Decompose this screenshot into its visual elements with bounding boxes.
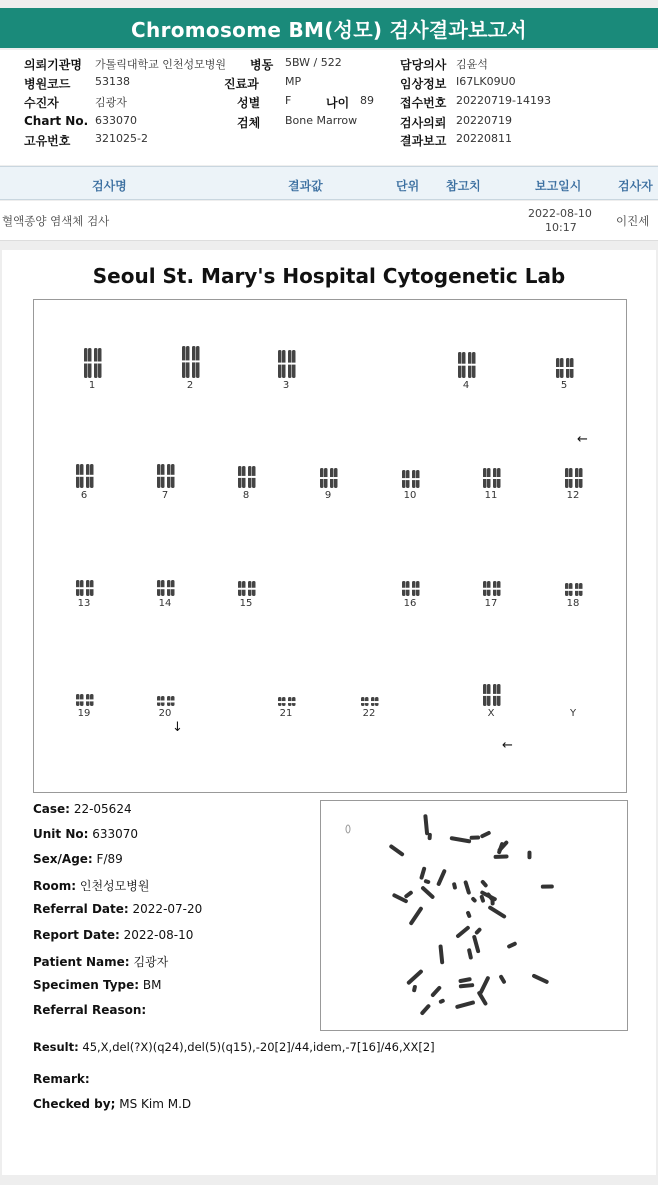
chromatid-6-1 (76, 464, 84, 488)
arrow-chr5-icon: ← (577, 432, 588, 447)
chromosome-pair-15 (216, 558, 276, 598)
result-label: Result: (33, 1040, 79, 1054)
chromatid-x-1 (483, 684, 491, 706)
chromatid-1-2 (94, 348, 102, 378)
metaphase-chromosome (403, 890, 413, 899)
chromatid-11-1 (483, 468, 491, 488)
receipt-label: 접수번호 (400, 96, 447, 110)
metaphase-chromosome (438, 944, 444, 964)
chromatid-17-2 (493, 581, 501, 596)
chromatid-22-1 (361, 697, 369, 706)
report-title-bar (0, 8, 658, 48)
centromere-band (192, 360, 200, 362)
metaphase-chromosome (428, 833, 432, 841)
chromatid-5-2 (566, 358, 574, 378)
chromosome-x (461, 668, 521, 728)
chromosome-label: 20 (158, 708, 172, 719)
metaphase-chromosome (541, 885, 554, 889)
centromere-band (483, 477, 491, 479)
chromosome-label: 13 (77, 598, 91, 609)
chromosome-label: 22 (362, 708, 376, 719)
result-report-value: 20220811 (456, 132, 512, 145)
chromosome-pair-7 (135, 450, 195, 490)
chromosome-y (543, 668, 603, 728)
centromere-band (278, 701, 286, 703)
chromatid-5-1 (556, 358, 564, 378)
chromosome-14 (135, 558, 195, 618)
age-label: 나이 (326, 96, 350, 110)
sex-label: 성별 (237, 96, 261, 110)
result-line (33, 1040, 633, 1054)
col-header-report-date[interactable]: 보고일시 (535, 179, 582, 193)
case-label: Case: (33, 802, 70, 816)
chromosome-label: 11 (484, 490, 498, 501)
chromatid-7-2 (167, 464, 175, 488)
chromosome-label: 5 (560, 380, 568, 391)
chromosome-pair-8 (216, 450, 276, 490)
chromosome-label: 16 (403, 598, 417, 609)
centromere-band (565, 589, 573, 591)
metaphase-chromosome (465, 910, 471, 918)
report-date-label: Report Date: (33, 928, 120, 942)
centromere-band (458, 364, 466, 366)
metaphase-chromosome (412, 985, 417, 993)
chromosome-18 (543, 558, 603, 618)
metaphase-chromosome (388, 844, 404, 857)
chromosome-15 (216, 558, 276, 618)
metaphase-image (320, 800, 628, 1031)
referral-reason-label: Referral Reason: (33, 1003, 147, 1017)
info-row-3 (0, 94, 658, 112)
chromosome-9 (298, 450, 358, 510)
patient-name-label: Patient Name: (33, 955, 130, 969)
chromatid-17-1 (483, 581, 491, 596)
centromere-band (248, 588, 256, 590)
metaphase-chromosome (506, 941, 517, 949)
chromosome-label: 1 (88, 380, 96, 391)
metaphase-chromosome (531, 973, 549, 984)
chromosome-5 (534, 340, 594, 400)
specimen-value: Bone Marrow (285, 114, 358, 127)
centromere-band (248, 476, 256, 478)
hospital-code-value: 53138 (95, 75, 130, 88)
centromere-band (157, 475, 165, 477)
chromosome-pair-18 (543, 558, 603, 598)
chromatid-15-2 (248, 581, 256, 596)
chromosome-pair-12 (543, 450, 603, 490)
centromere-band (361, 701, 369, 703)
chromosome-13 (54, 558, 114, 618)
chromatid-2-1 (182, 346, 190, 378)
chromosome-label: 19 (77, 708, 91, 719)
chromosome-pair-9 (298, 450, 358, 490)
chromosome-17 (461, 558, 521, 618)
chromosome-label: 18 (566, 598, 580, 609)
chromosome-3 (256, 340, 316, 400)
sex-value: F (285, 94, 292, 107)
case-row (33, 802, 313, 816)
metaphase-chromosome (419, 866, 427, 880)
chromatid-9-1 (320, 468, 328, 488)
checked-value: MS Kim M.D (119, 1097, 192, 1111)
centromere-band (566, 367, 574, 369)
chromosome-label: 17 (484, 598, 498, 609)
centromere-band (94, 362, 102, 364)
metaphase-chromosome (455, 925, 470, 939)
patient-value: 김광자 (95, 96, 127, 109)
chromatid-11-2 (493, 468, 501, 488)
chromosome-12 (543, 450, 603, 510)
chromatid-21-2 (288, 697, 296, 706)
centromere-band (412, 588, 420, 590)
chromosome-label: 12 (566, 490, 580, 501)
chromatid-7-1 (157, 464, 165, 488)
chromatid-13-2 (86, 580, 94, 596)
doctor-label: 담당의사 (400, 58, 447, 72)
col-header-examiner[interactable]: 검사자 (618, 179, 653, 193)
remark-label: Remark: (33, 1072, 90, 1086)
specimen-type-label: Specimen Type: (33, 978, 140, 992)
chromosome-pair-6 (54, 450, 114, 490)
col-header-result[interactable]: 결과값 (288, 179, 323, 193)
centromere-band (76, 699, 84, 701)
checked-label: Checked by; (33, 1097, 116, 1111)
chromosome-pair-x (461, 668, 521, 708)
department-label: 진료과 (224, 77, 259, 91)
karyotype-panel (33, 299, 627, 793)
chromosome-8 (216, 450, 276, 510)
report-time-cell: 10:17 (545, 221, 577, 234)
examiner-cell: 이진세 (616, 214, 650, 228)
chromosome-pair-3 (256, 340, 316, 380)
chromosome-21 (256, 668, 316, 728)
chromosome-pair-13 (54, 558, 114, 598)
centromere-band (493, 477, 501, 479)
patient-info-block (0, 50, 658, 165)
unit-label: Unit No: (33, 827, 89, 841)
metaphase-chromosome (487, 905, 507, 919)
centromere-band (371, 701, 379, 703)
chromosome-label: 6 (80, 490, 88, 501)
centromere-band (157, 587, 165, 589)
chromosome-7 (135, 450, 195, 510)
chromatid-4-2 (468, 352, 476, 378)
metaphase-chromosome (494, 854, 509, 859)
request-value: 20220719 (456, 114, 512, 127)
centromere-band (483, 588, 491, 590)
info-row-4 (0, 114, 658, 132)
chromosome-pair-17 (461, 558, 521, 598)
chromatid-16-2 (412, 581, 420, 596)
chromosome-22 (339, 668, 399, 728)
chromosome-pair-14 (135, 558, 195, 598)
metaphase-chromosome (467, 948, 473, 960)
centromere-band (565, 477, 573, 479)
centromere-band (493, 694, 501, 696)
sexage-value: F/89 (96, 852, 123, 866)
chromosome-16 (380, 558, 440, 618)
metaphase-chromosome (490, 898, 494, 906)
chart-label: Chart No. (24, 114, 89, 128)
metaphase-chromosome (459, 983, 475, 988)
centromere-band (167, 587, 175, 589)
chromatid-14-2 (167, 580, 175, 596)
specimen-label: 검체 (237, 116, 261, 130)
centromere-band (86, 475, 94, 477)
centromere-band (238, 588, 246, 590)
patient-name-value: 김광자 (133, 955, 169, 969)
chromosome-label: 14 (158, 598, 172, 609)
centromere-band (86, 699, 94, 701)
info-row-1 (0, 56, 658, 74)
chromosome-11 (461, 450, 521, 510)
centromere-band (330, 477, 338, 479)
ward-label: 병동 (250, 58, 274, 72)
chromatid-19-2 (86, 694, 94, 706)
centromere-band (157, 701, 165, 703)
chromatid-9-2 (330, 468, 338, 488)
chromatid-15-1 (238, 581, 246, 596)
metaphase-chromosome (436, 869, 447, 887)
chromosome-4 (436, 340, 496, 400)
unique-value: 321025-2 (95, 132, 148, 145)
arrow-chrx-icon: ← (502, 738, 513, 753)
centromere-band (402, 588, 410, 590)
unit-row (33, 827, 313, 841)
centromere-band (76, 587, 84, 589)
lab-title: Seoul St. Mary's Hospital Cytogenetic Lab (92, 264, 566, 288)
chromatid-10-1 (402, 470, 410, 488)
referral-reason-row (33, 1003, 313, 1017)
metaphase-chromosome (430, 985, 442, 998)
result-value: 45,X,del(?X)(q24),del(5)(q15),-20[2]/44,idem,-7[16]/46,XX[2] (82, 1040, 435, 1054)
unit-value: 633070 (92, 827, 139, 841)
centromere-band (483, 694, 491, 696)
centromere-band (320, 477, 328, 479)
chromatid-18-2 (575, 583, 583, 596)
info-row-5 (0, 132, 658, 150)
metaphase-chromosome (470, 896, 477, 903)
chromatid-3-2 (288, 350, 296, 378)
chromatid-12-2 (575, 468, 583, 488)
chromatid-6-2 (86, 464, 94, 488)
arrow-chr20-icon: ↓ (172, 720, 183, 735)
chromosome-label: 7 (161, 490, 169, 501)
room-label: Room: (33, 879, 77, 893)
col-header-test-name[interactable]: 검사명 (92, 179, 127, 193)
chromatid-20-1 (157, 696, 165, 706)
chromosome-pair-11 (461, 450, 521, 490)
chromosome-10 (380, 450, 440, 510)
chromosome-pair-5 (534, 340, 594, 380)
centromere-band (556, 367, 564, 369)
centromere-band (86, 587, 94, 589)
referral-date-value: 2022-07-20 (132, 902, 203, 916)
institution-value: 가톨릭대학교 인천성모병원 (95, 58, 227, 71)
cytogenetic-report (2, 250, 656, 1175)
age-value: 89 (360, 94, 374, 107)
metaphase-spread (321, 801, 627, 1030)
chromatid-2-2 (192, 346, 200, 378)
chromatid-4-1 (458, 352, 466, 378)
room-row (33, 877, 313, 894)
report-date-cell: 2022-08-10 (528, 207, 592, 220)
chromosome-pair-20 (135, 668, 195, 708)
chromatid-18-1 (565, 583, 573, 596)
chromosome-2 (160, 340, 220, 400)
metaphase-chromosome (420, 885, 435, 899)
sexage-row (33, 852, 313, 866)
sexage-label: Sex/Age: (33, 852, 93, 866)
chromosome-label: 21 (279, 708, 293, 719)
chromosome-label: 4 (462, 380, 470, 391)
chart-value: 633070 (95, 114, 137, 127)
clinical-label: 임상정보 (400, 77, 447, 91)
specimen-type-value: BM (142, 978, 162, 992)
referral-date-row (33, 902, 313, 916)
centromere-band (468, 364, 476, 366)
chromosome-pair-19 (54, 668, 114, 708)
centromere-band (76, 475, 84, 477)
chromosome-19 (54, 668, 114, 728)
metaphase-chromosome (452, 882, 458, 890)
chromatid-19-1 (76, 694, 84, 706)
chromosome-pair-22 (339, 668, 399, 708)
col-header-unit[interactable]: 단위 (396, 179, 420, 193)
centromere-band (288, 363, 296, 365)
patient-name-row (33, 953, 313, 970)
patient-label: 수진자 (24, 96, 59, 110)
chromosome-label: 3 (282, 380, 290, 391)
chromosome-pair-4 (436, 340, 496, 380)
ward-value: 5BW / 522 (285, 56, 342, 69)
clinical-value: I67LK09U0 (456, 75, 516, 88)
chromatid-8-2 (248, 466, 256, 488)
remark-line (33, 1072, 90, 1086)
specimen-type-row (33, 978, 313, 992)
chromatid-10-2 (412, 470, 420, 488)
metaphase-chromosome (408, 906, 423, 926)
metaphase-chromosome (423, 879, 430, 885)
chromatid-21-1 (278, 697, 286, 706)
metaphase-chromosome (470, 835, 481, 839)
receipt-value: 20220719-14193 (456, 94, 551, 107)
centromere-band (575, 477, 583, 479)
chromosome-pair-16 (380, 558, 440, 598)
department-value: MP (285, 75, 302, 88)
centromere-band (288, 701, 296, 703)
centromere-band (412, 478, 420, 480)
test-name-cell: 혈액종양 염색체 검사 (2, 214, 110, 228)
hospital-code-label: 병원코드 (24, 77, 71, 91)
report-date-value: 2022-08-10 (123, 928, 194, 942)
debris-speck (346, 825, 350, 833)
centromere-band (493, 588, 501, 590)
metaphase-chromosome (480, 879, 489, 888)
centromere-band (167, 701, 175, 703)
centromere-band (402, 478, 410, 480)
metaphase-chromosome (455, 1000, 476, 1009)
doctor-value: 김윤석 (456, 58, 488, 71)
metaphase-chromosome (498, 974, 506, 984)
centromere-band (84, 362, 92, 364)
room-value: 인천성모병원 (79, 879, 150, 893)
chromatid-14-1 (157, 580, 165, 596)
metaphase-chromosome (419, 1003, 431, 1015)
result-report-label: 결과보고 (400, 134, 447, 148)
metaphase-chromosome (472, 935, 481, 954)
info-row-2 (0, 75, 658, 93)
chromosome-label: 9 (324, 490, 332, 501)
chromosome-label: 10 (403, 490, 417, 501)
chromosome-pair-21 (256, 668, 316, 708)
chromosome-20 (135, 668, 195, 728)
metaphase-chromosome (474, 927, 482, 935)
col-header-reference[interactable]: 참고치 (446, 179, 481, 193)
referral-date-label: Referral Date: (33, 902, 129, 916)
results-table-header (0, 166, 658, 200)
chromatid-20-2 (167, 696, 175, 706)
metaphase-chromosome (449, 836, 471, 844)
report-date-row (33, 928, 313, 942)
metaphase-chromosome (406, 969, 424, 986)
unique-label: 고유번호 (24, 134, 71, 148)
metaphase-chromosome (458, 977, 472, 983)
checked-line (33, 1097, 191, 1111)
centromere-band (575, 589, 583, 591)
chromosome-label: X (487, 708, 495, 719)
chromatid-22-2 (371, 697, 379, 706)
centromere-band (238, 476, 246, 478)
chromosome-pair-2 (160, 340, 220, 380)
chromatid-1-1 (84, 348, 92, 378)
chromosome-label: 15 (239, 598, 253, 609)
chromosome-1 (62, 340, 122, 400)
chromatid-8-1 (238, 466, 246, 488)
metaphase-chromosome (480, 830, 492, 838)
metaphase-chromosome (423, 814, 429, 835)
chromosome-label: 8 (242, 490, 250, 501)
case-value: 22-05624 (73, 802, 132, 816)
metaphase-chromosome (463, 880, 471, 895)
chromatid-12-1 (565, 468, 573, 488)
chromosome-6 (54, 450, 114, 510)
centromere-band (182, 360, 190, 362)
request-label: 검사의뢰 (400, 116, 447, 130)
chromatid-3-1 (278, 350, 286, 378)
table-row[interactable] (0, 201, 658, 241)
centromere-band (167, 475, 175, 477)
institution-label: 의뢰기관명 (24, 58, 82, 72)
centromere-band (278, 363, 286, 365)
chromosome-pair-1 (62, 340, 122, 380)
chromatid-16-1 (402, 581, 410, 596)
chromatid-x-2 (493, 684, 501, 706)
chromatid-13-1 (76, 580, 84, 596)
chromosome-label: 2 (186, 380, 194, 391)
report-title: Chromosome BM(성모) 검사결과보고서 (131, 17, 527, 42)
chromosome-pair-10 (380, 450, 440, 490)
metaphase-chromosome (527, 851, 531, 860)
metaphase-chromosome (438, 998, 445, 1004)
chromosome-label: Y (569, 708, 577, 719)
